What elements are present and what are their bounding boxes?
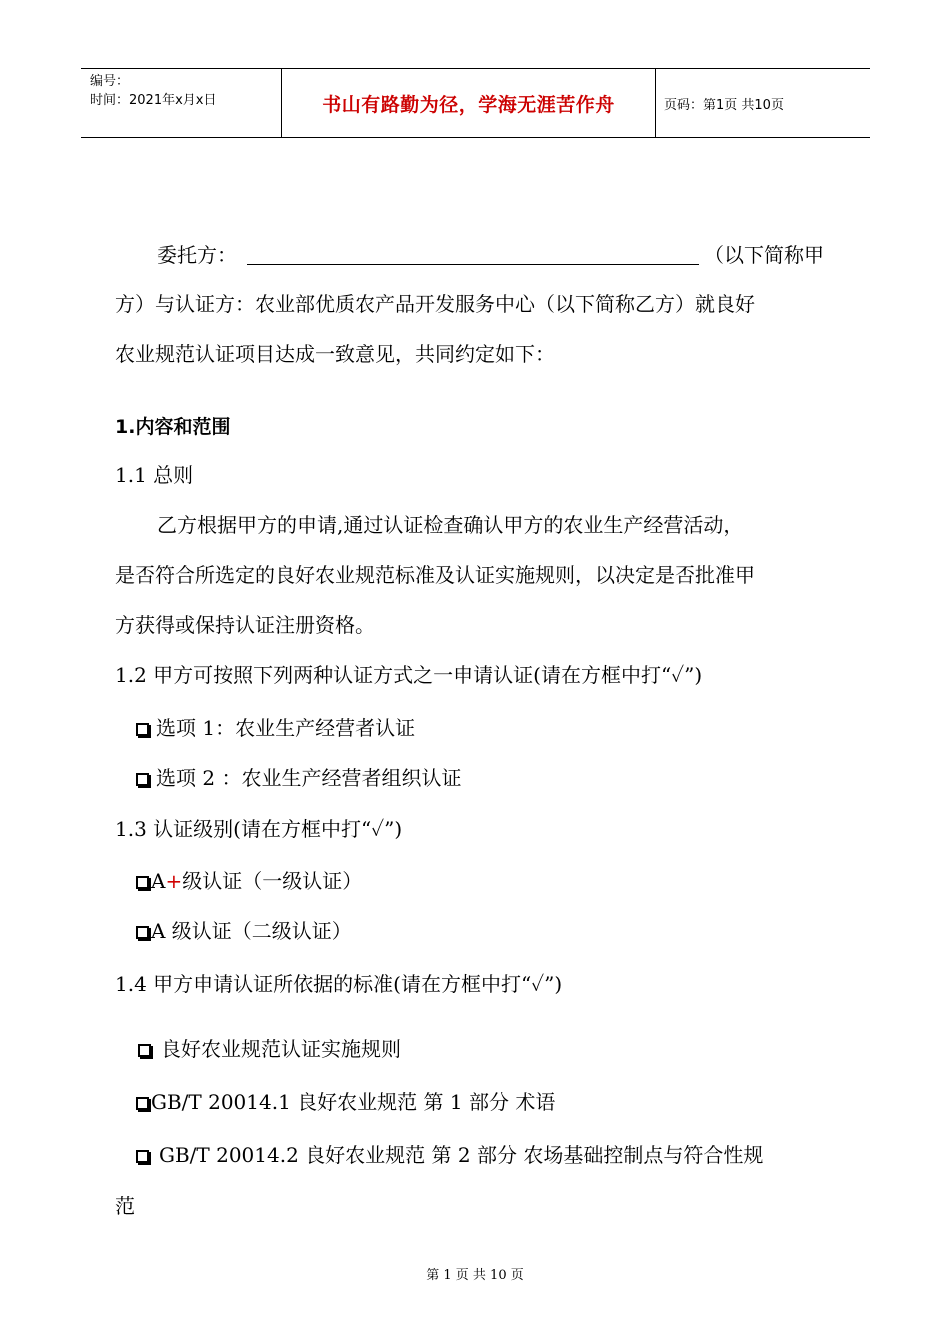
- option-1-row: [136, 716, 415, 740]
- option-1-label: 选项 1：农业生产经营者认证: [156, 716, 416, 740]
- checkbox[interactable]: [136, 773, 149, 786]
- page-info: 页码：第1页 共10页: [664, 97, 784, 113]
- intro-line1-prefix: 委托方：: [157, 243, 237, 267]
- level-1-a: A: [151, 869, 166, 893]
- subsection-1-3-title: 1.3 认证级别(请在方框中打“✓”): [115, 817, 403, 841]
- standard-3-label: GB/T 20014.2 良好农业规范 第 2 部分 农场基础控制点与符合性规: [159, 1143, 764, 1167]
- level-2-label: A 级认证（二级认证）: [151, 919, 352, 943]
- checkbox[interactable]: [138, 1044, 151, 1057]
- header-meta-cell: [81, 69, 281, 137]
- standard-3-continuation: 范: [115, 1194, 135, 1218]
- checkbox[interactable]: [136, 1097, 149, 1110]
- time-label: 时间：2021年x月x日: [90, 93, 217, 108]
- paragraph-line: 方获得或保持认证注册资格。: [115, 613, 375, 637]
- paragraph-line: 是否符合所选定的良好农业规范标准及认证实施规则，以决定是否批准甲: [115, 563, 755, 587]
- option-2-row: [136, 766, 461, 790]
- standard-3-row: [136, 1143, 763, 1167]
- motto: 书山有路勤为径，学海无涯苦作舟: [281, 69, 656, 137]
- intro-line2: 方）与认证方：农业部优质农产品开发服务中心（以下简称乙方）就良好: [115, 292, 755, 316]
- checkbox[interactable]: [136, 1150, 149, 1163]
- standard-1-row: [138, 1037, 401, 1061]
- number-label: 编号：: [90, 74, 130, 89]
- subsection-1-1-title: 1.1 总则: [115, 463, 194, 487]
- standard-2-row: [136, 1090, 555, 1114]
- intro-line1-suffix: （以下简称甲: [704, 243, 824, 267]
- standard-1-label: 良好农业规范认证实施规则: [161, 1037, 401, 1061]
- subsection-1-2-title: 1.2 甲方可按照下列两种认证方式之一申请认证(请在方框中打“✓”): [115, 663, 703, 687]
- page-footer: 第 1 页 共 10 页: [426, 1268, 524, 1283]
- intro-line3: 农业规范认证项目达成一致意见，共同约定如下：: [115, 342, 555, 366]
- checkbox[interactable]: [136, 926, 149, 939]
- standard-2-label: GB/T 20014.1 良好农业规范 第 1 部分 术语: [151, 1090, 556, 1114]
- client-name-blank[interactable]: [247, 264, 699, 265]
- header-table: [81, 68, 870, 138]
- level-1-label: 级认证（一级认证）: [182, 869, 363, 893]
- level-1-plus: +: [165, 869, 183, 893]
- section-title: 1.内容和范围: [115, 416, 231, 438]
- subsection-1-4-title: 1.4 甲方申请认证所依据的标准(请在方框中打“✓”): [115, 972, 563, 996]
- option-2-label: 选项 2 ：农业生产经营者组织认证: [156, 766, 462, 790]
- paragraph-line: 乙方根据甲方的申请,通过认证检查确认甲方的农业生产经营活动，: [157, 513, 744, 537]
- checkbox[interactable]: [136, 723, 149, 736]
- checkbox[interactable]: [136, 876, 149, 889]
- level-2-row: [136, 919, 352, 943]
- level-1-row: [136, 869, 362, 893]
